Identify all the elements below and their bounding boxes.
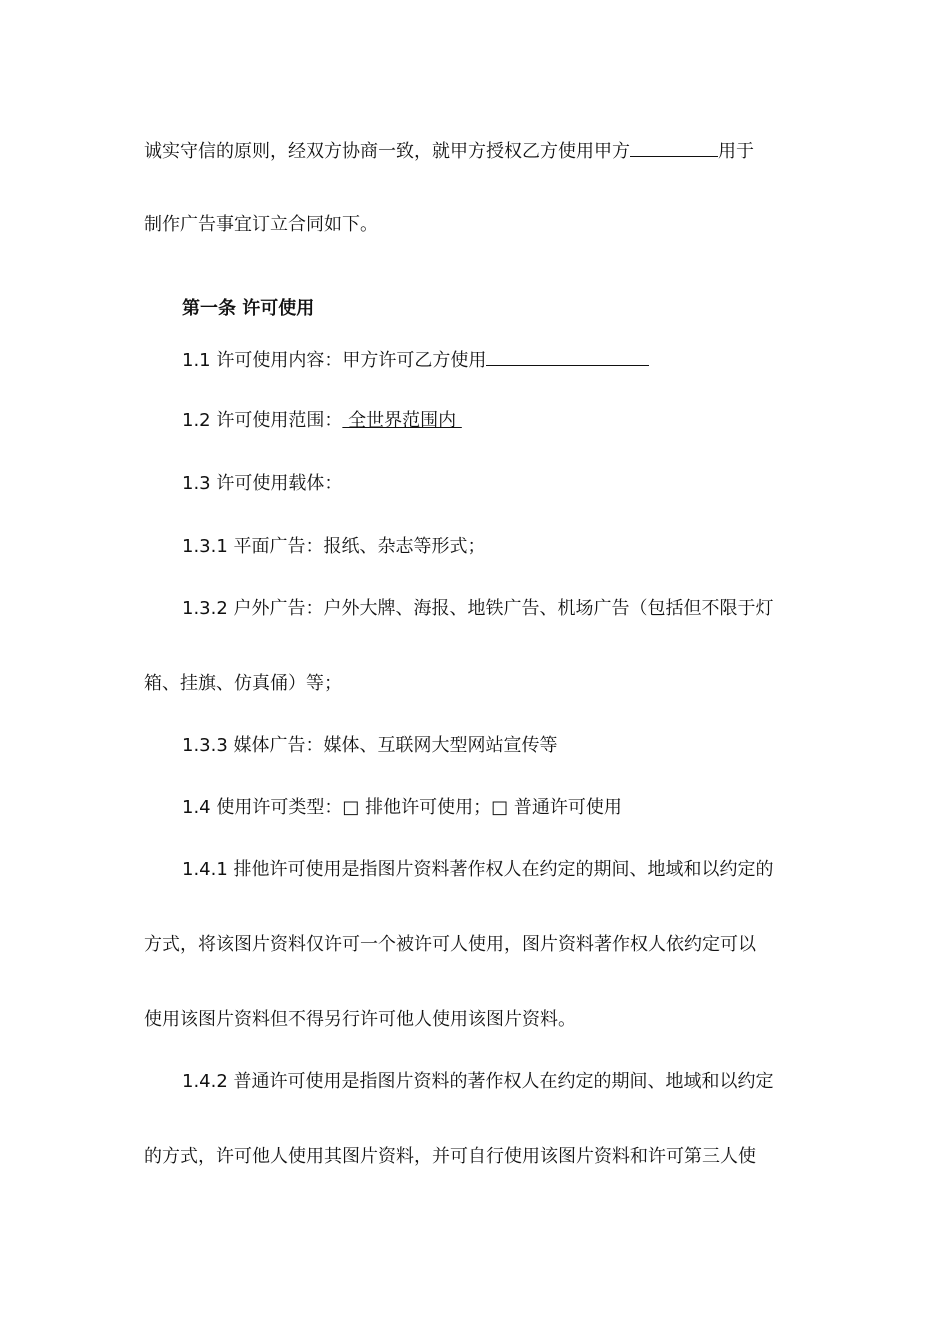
intro-text: 诚实守信的原则，经双方协商一致，就甲方授权乙方使用甲方 — [144, 141, 630, 162]
exclusive-checkbox[interactable]: □ — [342, 797, 360, 818]
clause-1-1 — [182, 347, 649, 373]
material-blank[interactable] — [630, 138, 718, 157]
article-heading: 第一条 许可使用 — [182, 298, 315, 319]
intro-text-tail: 用于 — [718, 141, 754, 162]
content-blank[interactable] — [486, 347, 649, 366]
clause-1-3-3: 1.3.3 媒体广告：媒体、互联网大型网站宣传等 — [182, 735, 558, 756]
clause-1-2 — [182, 409, 462, 433]
clause-1-1-label: 1.1 许可使用内容：甲方许可乙方使用 — [182, 350, 487, 371]
clause-1-4-1-line-1: 1.4.1 排他许可使用是指图片资料著作权人在约定的期间、地域和以约定的 — [182, 859, 774, 880]
intro-line-1 — [144, 138, 754, 164]
clause-1-4-label: 1.4 使用许可类型： — [182, 797, 343, 818]
clause-1-4-2-line-2: 的方式，许可他人使用其图片资料，并可自行使用该图片资料和许可第三人使 — [144, 1146, 756, 1167]
clause-1-3-2-line-1: 1.3.2 户外广告：户外大牌、海报、地铁广告、机场广告（包括但不限于灯 — [182, 598, 774, 619]
clause-1-4-2-line-1: 1.4.2 普通许可使用是指图片资料的著作权人在约定的期间、地域和以约定 — [182, 1071, 774, 1092]
clause-1-4 — [182, 796, 622, 820]
exclusive-option-label: 排他许可使用； — [365, 797, 492, 818]
intro-line-2: 制作广告事宜订立合同如下。 — [144, 214, 378, 235]
scope-value: 全世界范围内 — [342, 410, 462, 431]
clause-1-4-1-line-3: 使用该图片资料但不得另行许可他人使用该图片资料。 — [144, 1009, 576, 1030]
clause-1-3-1: 1.3.1 平面广告：报纸、杂志等形式； — [182, 536, 486, 557]
ordinary-option-label: 普通许可使用 — [513, 797, 622, 818]
clause-1-3: 1.3 许可使用载体： — [182, 473, 343, 494]
clause-1-4-1-line-2: 方式，将该图片资料仅许可一个被许可人使用，图片资料著作权人依约定可以 — [144, 934, 756, 955]
ordinary-checkbox[interactable]: □ — [491, 797, 509, 818]
clause-1-2-label: 1.2 许可使用范围： — [182, 410, 343, 431]
clause-1-3-2-line-2: 箱、挂旗、仿真俑）等； — [144, 673, 342, 694]
